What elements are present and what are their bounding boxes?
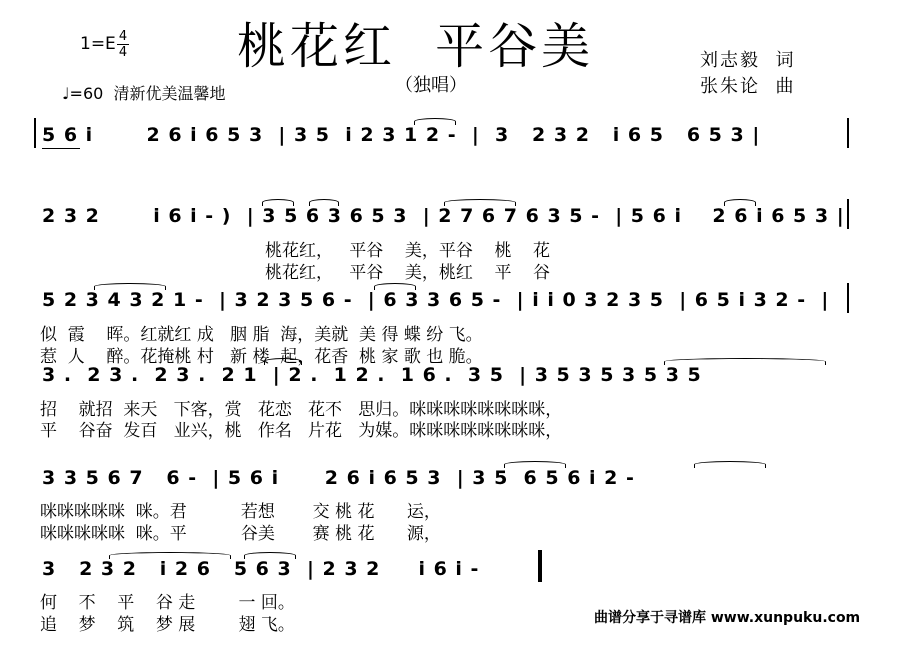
final-bar-line [538,550,542,582]
lyric-line-2: 追 梦 筑 梦 展 翅 飞。 [40,615,295,635]
slur [504,461,566,468]
slur [264,358,302,365]
lyric-line-1: 咪咪咪咪咪 咪。君 若想 交 桃 花 运， [40,502,441,522]
lyric-line-1: 桃花红， 平谷 美，平谷 桃 花 [265,241,551,261]
slur [109,552,231,559]
slur [374,283,416,290]
song-subtitle: （独唱） [395,75,467,96]
slur [262,199,294,206]
slur [414,118,456,125]
slur [309,199,339,206]
slur [444,199,516,206]
tempo-marking: ♩=60 清新优美温馨地 [62,84,226,103]
song-title: 桃花红 平谷美 [237,18,595,75]
lyric-line-2: 咪咪咪咪咪 咪。平 谷美 赛 桃 花 源， [40,524,441,544]
watermark-text: 曲谱分享于寻谱库 www.xunpuku.com [594,610,861,626]
slur [244,552,296,559]
bar-line [847,118,849,148]
notation-line: 3 . 2 3 . 2 3 . 2 1 | 2 . 1 2 . 1 6 . 3 5 | 3 5 3 5 3 5 3 5 [42,364,702,386]
slur [664,358,826,365]
composer-credit: 张朱论 曲 [700,76,796,97]
bar-line [34,118,36,148]
notation-line: 3 3 5 6 7 6 - | 5 6 i 2 6 i 6 5 3 | 3 5 6 5 6 i 2 - [42,467,635,489]
slur [694,461,766,468]
lyric-line-2: 惹 人 醉。花掩桃 村 新 楼 起，花香 桃 家 歌 也 脆。 [40,347,483,367]
notation-line: 2 3 2 i 6 i - ) | 3 5 6 3 6 5 3 | 2 7 6 7 6 3 5 - | 5 6 i 2 6 i 6 5 3 | [42,205,845,227]
key-signature: 1=E [80,34,116,54]
notation-line: 3 2 3 2 i 2 6 5 6 3 | 2 3 2 i 6 i - [42,558,480,580]
slur [94,283,166,290]
time-signature [117,30,129,59]
notation-line: 5 2 3 4 3 2 1 - | 3 2 3 5 6 - | 6 3 3 6 5 - | i i 0 3 2 3 5 | 6 5 i 3 2 - | [42,289,830,311]
slur [724,199,756,206]
meter-bottom: 4 [118,45,128,60]
lyric-line-2: 桃花红， 平谷 美，桃红 平 谷 [265,263,551,283]
underline [42,148,80,149]
lyric-line-1: 似 霞 晖。红就红 成 胭 脂 海，美就 美 得 蝶 纷 飞。 [40,325,483,345]
lyric-line-1: 何 不 平 谷 走 一 回。 [40,593,295,613]
lyric-line-1: 招 就招 来天 下客，赏 花恋 花不 思归。咪咪咪咪咪咪咪咪， [40,400,563,420]
bar-line [847,199,849,229]
meter-top: 4 [118,29,128,44]
lyricist-credit: 刘志毅 词 [700,50,796,71]
notation-line: 5 6 i 2 6 i 6 5 3 | 3 5 i 2 3 1 2 - | 3 2 3 2 i 6 5 6 5 3 | [42,124,761,146]
lyric-line-2: 平 谷奋 发百 业兴，桃 作名 片花 为媒。咪咪咪咪咪咪咪咪， [40,421,563,441]
bar-line [847,283,849,313]
